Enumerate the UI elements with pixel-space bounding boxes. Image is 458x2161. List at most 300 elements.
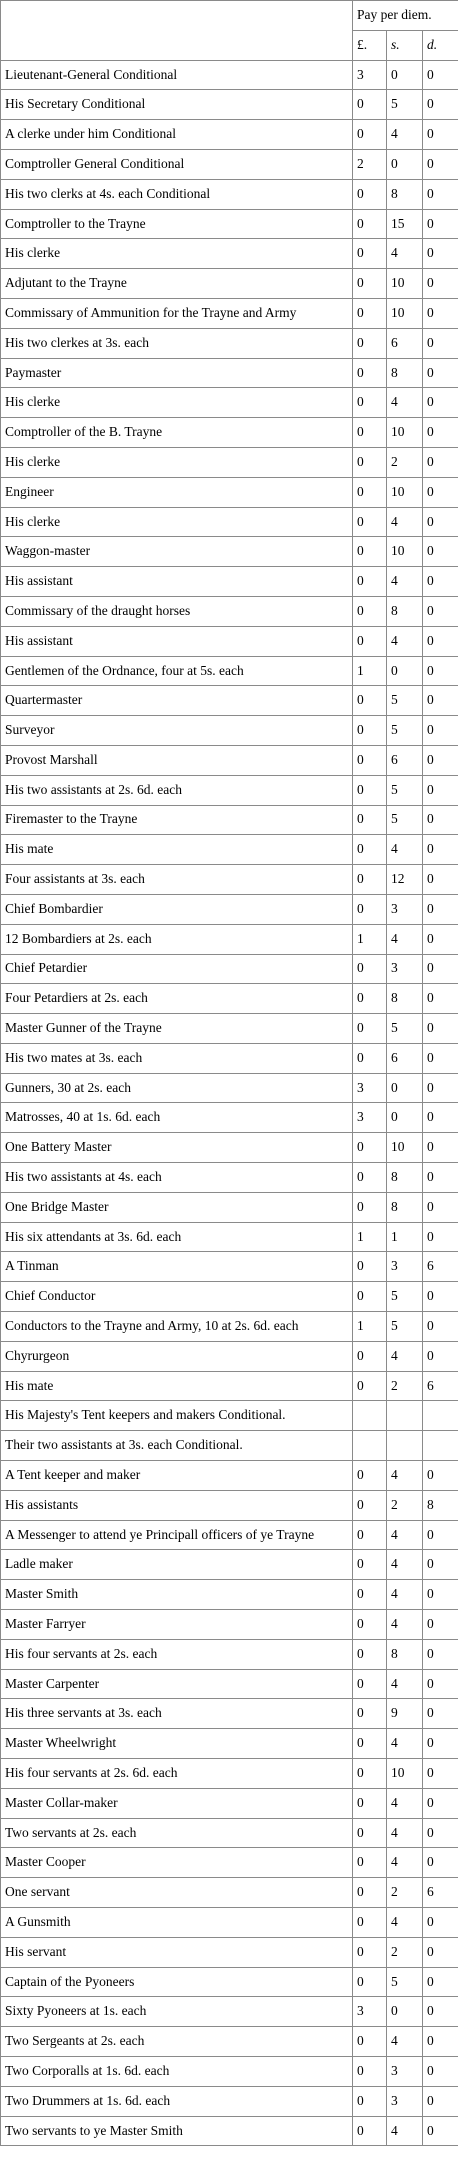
description-cell: His assistants	[1, 1490, 353, 1520]
shillings-cell: 5	[387, 1967, 423, 1997]
table-row	[1, 924, 458, 954]
description-cell: Master Wheelwright	[1, 1729, 353, 1759]
table-row	[1, 626, 458, 656]
pence-cell: 0	[423, 865, 458, 895]
table-row	[1, 865, 458, 895]
pounds-cell	[353, 1431, 387, 1461]
pence-cell: 0	[423, 775, 458, 805]
table-row	[1, 596, 458, 626]
pounds-cell: 0	[353, 1878, 387, 1908]
shillings-cell: 5	[387, 1014, 423, 1044]
description-cell: His mate	[1, 835, 353, 865]
pounds-cell: 0	[353, 1490, 387, 1520]
pence-cell: 0	[423, 716, 458, 746]
description-cell: Conductors to the Trayne and Army, 10 at 2s. 6d. each	[1, 1312, 353, 1342]
description-cell: Firemaster to the Trayne	[1, 805, 353, 835]
description-cell: Two servants at 2s. each	[1, 1818, 353, 1848]
pounds-cell: 0	[353, 2027, 387, 2057]
table-row	[1, 1878, 458, 1908]
description-cell: A Gunsmith	[1, 1908, 353, 1938]
pence-cell	[423, 1401, 458, 1431]
shillings-cell: 1	[387, 1222, 423, 1252]
description-cell: His assistant	[1, 626, 353, 656]
table-row	[1, 1580, 458, 1610]
pence-cell: 0	[423, 1669, 458, 1699]
pounds-cell: 0	[353, 2086, 387, 2116]
pounds-cell: 0	[353, 447, 387, 477]
header-blank-cell	[1, 1, 353, 61]
shillings-cell: 3	[387, 954, 423, 984]
pounds-cell: 0	[353, 1163, 387, 1193]
pence-cell: 0	[423, 1461, 458, 1491]
shillings-cell	[387, 1401, 423, 1431]
pence-cell: 6	[423, 1878, 458, 1908]
shillings-cell: 4	[387, 120, 423, 150]
pence-cell: 0	[423, 90, 458, 120]
table-row	[1, 1490, 458, 1520]
table-row	[1, 447, 458, 477]
pounds-cell: 0	[353, 209, 387, 239]
pounds-cell: 0	[353, 775, 387, 805]
table-row	[1, 388, 458, 418]
table-row	[1, 1163, 458, 1193]
pay-table-body	[1, 60, 458, 2146]
shillings-cell: 5	[387, 90, 423, 120]
header-unit-pounds: £.	[353, 30, 387, 60]
table-row	[1, 1103, 458, 1133]
table-row	[1, 954, 458, 984]
table-row	[1, 537, 458, 567]
pounds-cell: 0	[353, 1520, 387, 1550]
description-cell: Four assistants at 3s. each	[1, 865, 353, 895]
shillings-cell: 3	[387, 1252, 423, 1282]
shillings-cell: 4	[387, 1610, 423, 1640]
header-unit-shillings: s.	[387, 30, 423, 60]
table-row	[1, 1520, 458, 1550]
description-cell: Four Petardiers at 2s. each	[1, 984, 353, 1014]
pence-cell: 0	[423, 239, 458, 269]
pounds-cell: 0	[353, 1610, 387, 1640]
description-cell: Waggon-master	[1, 537, 353, 567]
shillings-cell: 3	[387, 2056, 423, 2086]
description-cell: Provost Marshall	[1, 745, 353, 775]
shillings-cell: 5	[387, 686, 423, 716]
table-row	[1, 1192, 458, 1222]
pounds-cell: 1	[353, 1312, 387, 1342]
pounds-cell: 0	[353, 1282, 387, 1312]
pence-cell: 0	[423, 1788, 458, 1818]
pence-cell: 0	[423, 1341, 458, 1371]
pounds-cell: 0	[353, 1639, 387, 1669]
pounds-cell: 0	[353, 1043, 387, 1073]
description-cell: Comptroller General Conditional	[1, 149, 353, 179]
table-row	[1, 686, 458, 716]
pounds-cell: 0	[353, 835, 387, 865]
pounds-cell: 0	[353, 1371, 387, 1401]
table-row	[1, 1967, 458, 1997]
pounds-cell: 0	[353, 1580, 387, 1610]
shillings-cell: 4	[387, 1818, 423, 1848]
description-cell: Gentlemen of the Ordnance, four at 5s. each	[1, 656, 353, 686]
pence-cell: 6	[423, 1371, 458, 1401]
pence-cell: 0	[423, 298, 458, 328]
description-cell: His six attendants at 3s. 6d. each	[1, 1222, 353, 1252]
description-cell: A Messenger to attend ye Principall officers of ye Trayne	[1, 1520, 353, 1550]
description-cell: Comptroller of the B. Trayne	[1, 418, 353, 448]
pence-cell: 0	[423, 2116, 458, 2146]
description-cell: His Majesty's Tent keepers and makers Conditional.	[1, 1401, 353, 1431]
pence-cell: 0	[423, 1759, 458, 1789]
table-row	[1, 418, 458, 448]
pounds-cell: 0	[353, 1967, 387, 1997]
pence-cell: 0	[423, 149, 458, 179]
table-row	[1, 1908, 458, 1938]
description-cell: His four servants at 2s. each	[1, 1639, 353, 1669]
pence-cell: 0	[423, 447, 458, 477]
pence-cell: 0	[423, 894, 458, 924]
shillings-cell: 3	[387, 894, 423, 924]
table-row	[1, 1371, 458, 1401]
table-row	[1, 2086, 458, 2116]
pounds-cell: 3	[353, 60, 387, 90]
pence-cell: 0	[423, 209, 458, 239]
description-cell: His two assistants at 2s. 6d. each	[1, 775, 353, 805]
pence-cell: 0	[423, 1908, 458, 1938]
pounds-cell: 0	[353, 865, 387, 895]
pence-cell: 0	[423, 626, 458, 656]
shillings-cell: 15	[387, 209, 423, 239]
description-cell: His four servants at 2s. 6d. each	[1, 1759, 353, 1789]
table-row	[1, 1818, 458, 1848]
pounds-cell: 0	[353, 179, 387, 209]
shillings-cell: 10	[387, 477, 423, 507]
shillings-cell: 5	[387, 775, 423, 805]
shillings-cell: 6	[387, 1043, 423, 1073]
shillings-cell: 6	[387, 328, 423, 358]
pounds-cell: 0	[353, 537, 387, 567]
shillings-cell: 4	[387, 1669, 423, 1699]
shillings-cell: 2	[387, 1937, 423, 1967]
shillings-cell: 8	[387, 1192, 423, 1222]
shillings-cell: 4	[387, 1341, 423, 1371]
pounds-cell: 0	[353, 567, 387, 597]
pounds-cell: 1	[353, 1222, 387, 1252]
pounds-cell: 0	[353, 120, 387, 150]
description-cell: Master Cooper	[1, 1848, 353, 1878]
shillings-cell: 8	[387, 984, 423, 1014]
shillings-cell: 2	[387, 1371, 423, 1401]
pounds-cell: 0	[353, 626, 387, 656]
header-row-title	[1, 1, 458, 31]
description-cell: Sixty Pyoneers at 1s. each	[1, 1997, 353, 2027]
description-cell: His Secretary Conditional	[1, 90, 353, 120]
pence-cell: 0	[423, 2086, 458, 2116]
shillings-cell: 4	[387, 1848, 423, 1878]
pence-cell: 0	[423, 2056, 458, 2086]
table-row	[1, 1848, 458, 1878]
pounds-cell: 0	[353, 1729, 387, 1759]
description-cell: Engineer	[1, 477, 353, 507]
pounds-cell: 0	[353, 1848, 387, 1878]
description-cell: Two Corporalls at 1s. 6d. each	[1, 2056, 353, 2086]
description-cell: Commissary of the draught horses	[1, 596, 353, 626]
shillings-cell: 4	[387, 567, 423, 597]
pence-cell: 6	[423, 1252, 458, 1282]
description-cell: Commissary of Ammunition for the Trayne and Army	[1, 298, 353, 328]
pounds-cell: 0	[353, 388, 387, 418]
pounds-cell: 2	[353, 149, 387, 179]
description-cell: His servant	[1, 1937, 353, 1967]
table-row	[1, 239, 458, 269]
pounds-cell: 0	[353, 328, 387, 358]
description-cell: A Tent keeper and maker	[1, 1461, 353, 1491]
shillings-cell: 4	[387, 388, 423, 418]
description-cell: One Battery Master	[1, 1133, 353, 1163]
table-row	[1, 1073, 458, 1103]
pence-cell: 0	[423, 1818, 458, 1848]
description-cell: Their two assistants at 3s. each Conditional.	[1, 1431, 353, 1461]
pence-cell: 0	[423, 1222, 458, 1252]
table-row	[1, 1729, 458, 1759]
description-cell: One Bridge Master	[1, 1192, 353, 1222]
description-cell: One servant	[1, 1878, 353, 1908]
shillings-cell: 8	[387, 358, 423, 388]
pence-cell: 0	[423, 1997, 458, 2027]
pence-cell: 0	[423, 1550, 458, 1580]
header-unit-pence: d.	[423, 30, 458, 60]
pence-cell: 0	[423, 1729, 458, 1759]
table-row	[1, 745, 458, 775]
pence-cell: 0	[423, 2027, 458, 2057]
table-row	[1, 60, 458, 90]
table-row	[1, 149, 458, 179]
shillings-cell: 0	[387, 60, 423, 90]
shillings-cell: 4	[387, 1729, 423, 1759]
shillings-cell: 4	[387, 1788, 423, 1818]
description-cell: His mate	[1, 1371, 353, 1401]
pence-cell: 0	[423, 388, 458, 418]
shillings-cell: 10	[387, 1133, 423, 1163]
pence-cell: 0	[423, 1699, 458, 1729]
pence-cell: 0	[423, 954, 458, 984]
table-row	[1, 1669, 458, 1699]
table-row	[1, 1788, 458, 1818]
shillings-cell: 2	[387, 1490, 423, 1520]
description-cell: Matrosses, 40 at 1s. 6d. each	[1, 1103, 353, 1133]
pence-cell: 0	[423, 924, 458, 954]
description-cell: His two clerks at 4s. each Conditional	[1, 179, 353, 209]
table-row	[1, 567, 458, 597]
table-row	[1, 298, 458, 328]
description-cell: Chyrurgeon	[1, 1341, 353, 1371]
pence-cell: 0	[423, 745, 458, 775]
shillings-cell: 10	[387, 418, 423, 448]
pounds-cell	[353, 1401, 387, 1431]
description-cell: Lieutenant-General Conditional	[1, 60, 353, 90]
table-row	[1, 1133, 458, 1163]
shillings-cell: 8	[387, 1163, 423, 1193]
shillings-cell: 4	[387, 239, 423, 269]
pounds-cell: 0	[353, 1937, 387, 1967]
shillings-cell: 4	[387, 1461, 423, 1491]
description-cell: His clerke	[1, 239, 353, 269]
table-row	[1, 1461, 458, 1491]
table-row	[1, 2116, 458, 2146]
pence-cell: 0	[423, 1520, 458, 1550]
shillings-cell: 6	[387, 745, 423, 775]
pence-cell: 0	[423, 1967, 458, 1997]
pence-cell	[423, 1431, 458, 1461]
shillings-cell: 3	[387, 2086, 423, 2116]
pounds-cell: 3	[353, 1073, 387, 1103]
shillings-cell: 5	[387, 805, 423, 835]
shillings-cell	[387, 1431, 423, 1461]
shillings-cell: 5	[387, 1282, 423, 1312]
description-cell: Two servants to ye Master Smith	[1, 2116, 353, 2146]
pounds-cell: 0	[353, 2056, 387, 2086]
description-cell: His two assistants at 4s. each	[1, 1163, 353, 1193]
pounds-cell: 0	[353, 1461, 387, 1491]
shillings-cell: 4	[387, 1908, 423, 1938]
description-cell: A clerke under him Conditional	[1, 120, 353, 150]
shillings-cell: 4	[387, 507, 423, 537]
pounds-cell: 0	[353, 1699, 387, 1729]
table-row	[1, 1610, 458, 1640]
pounds-cell: 0	[353, 686, 387, 716]
table-row	[1, 477, 458, 507]
shillings-cell: 4	[387, 924, 423, 954]
pence-cell: 0	[423, 805, 458, 835]
table-row	[1, 90, 458, 120]
shillings-cell: 0	[387, 149, 423, 179]
pence-cell: 0	[423, 1163, 458, 1193]
pounds-cell: 0	[353, 745, 387, 775]
table-row	[1, 716, 458, 746]
pence-cell: 0	[423, 984, 458, 1014]
pence-cell: 0	[423, 328, 458, 358]
header-title: Pay per diem.	[353, 1, 458, 31]
shillings-cell: 0	[387, 1997, 423, 2027]
pounds-cell: 0	[353, 358, 387, 388]
shillings-cell: 2	[387, 447, 423, 477]
description-cell: His assistant	[1, 567, 353, 597]
pence-cell: 0	[423, 1043, 458, 1073]
description-cell: Master Farryer	[1, 1610, 353, 1640]
shillings-cell: 2	[387, 1878, 423, 1908]
pence-cell: 0	[423, 120, 458, 150]
table-row	[1, 179, 458, 209]
pounds-cell: 0	[353, 984, 387, 1014]
description-cell: His two clerkes at 3s. each	[1, 328, 353, 358]
pounds-cell: 0	[353, 298, 387, 328]
pence-cell: 0	[423, 60, 458, 90]
table-row	[1, 1550, 458, 1580]
pence-cell: 0	[423, 596, 458, 626]
pence-cell: 0	[423, 1610, 458, 1640]
table-row	[1, 1282, 458, 1312]
table-row	[1, 1997, 458, 2027]
shillings-cell: 4	[387, 626, 423, 656]
shillings-cell: 4	[387, 1550, 423, 1580]
pounds-cell: 0	[353, 477, 387, 507]
shillings-cell: 4	[387, 1520, 423, 1550]
description-cell: Adjutant to the Trayne	[1, 269, 353, 299]
description-cell: His clerke	[1, 447, 353, 477]
pence-cell: 0	[423, 1282, 458, 1312]
pounds-cell: 0	[353, 1192, 387, 1222]
pence-cell: 0	[423, 507, 458, 537]
pounds-cell: 0	[353, 1818, 387, 1848]
shillings-cell: 5	[387, 716, 423, 746]
pence-cell: 0	[423, 656, 458, 686]
table-row	[1, 2027, 458, 2057]
pence-cell: 0	[423, 1639, 458, 1669]
pounds-cell: 0	[353, 507, 387, 537]
shillings-cell: 10	[387, 269, 423, 299]
shillings-cell: 10	[387, 298, 423, 328]
pence-cell: 0	[423, 1312, 458, 1342]
table-row	[1, 984, 458, 1014]
pence-cell: 0	[423, 1103, 458, 1133]
table-row	[1, 1401, 458, 1431]
pounds-cell: 3	[353, 1997, 387, 2027]
table-row	[1, 1043, 458, 1073]
pence-cell: 0	[423, 1133, 458, 1163]
pence-cell: 0	[423, 1073, 458, 1103]
shillings-cell: 8	[387, 596, 423, 626]
pounds-cell: 0	[353, 1759, 387, 1789]
table-row	[1, 805, 458, 835]
table-row	[1, 1014, 458, 1044]
pounds-cell: 0	[353, 269, 387, 299]
table-row	[1, 269, 458, 299]
pounds-cell: 1	[353, 924, 387, 954]
pounds-cell: 3	[353, 1103, 387, 1133]
pounds-cell: 0	[353, 1252, 387, 1282]
pounds-cell: 0	[353, 1133, 387, 1163]
pounds-cell: 0	[353, 716, 387, 746]
table-row	[1, 1312, 458, 1342]
shillings-cell: 10	[387, 537, 423, 567]
description-cell: Chief Conductor	[1, 1282, 353, 1312]
shillings-cell: 10	[387, 1759, 423, 1789]
description-cell: Ladle maker	[1, 1550, 353, 1580]
description-cell: His clerke	[1, 507, 353, 537]
pence-cell: 0	[423, 1014, 458, 1044]
pounds-cell: 0	[353, 894, 387, 924]
shillings-cell: 4	[387, 1580, 423, 1610]
description-cell: Two Sergeants at 2s. each	[1, 2027, 353, 2057]
pence-cell: 0	[423, 1580, 458, 1610]
table-row	[1, 1341, 458, 1371]
shillings-cell: 8	[387, 179, 423, 209]
pounds-cell: 0	[353, 418, 387, 448]
description-cell: Gunners, 30 at 2s. each	[1, 1073, 353, 1103]
pounds-cell: 0	[353, 2116, 387, 2146]
description-cell: Master Gunner of the Trayne	[1, 1014, 353, 1044]
table-row	[1, 1937, 458, 1967]
pence-cell: 0	[423, 269, 458, 299]
table-row	[1, 120, 458, 150]
table-row	[1, 1252, 458, 1282]
pence-cell: 0	[423, 179, 458, 209]
pounds-cell: 0	[353, 1341, 387, 1371]
shillings-cell: 9	[387, 1699, 423, 1729]
table-row	[1, 1699, 458, 1729]
table-row	[1, 358, 458, 388]
pence-cell: 0	[423, 358, 458, 388]
table-row	[1, 1222, 458, 1252]
